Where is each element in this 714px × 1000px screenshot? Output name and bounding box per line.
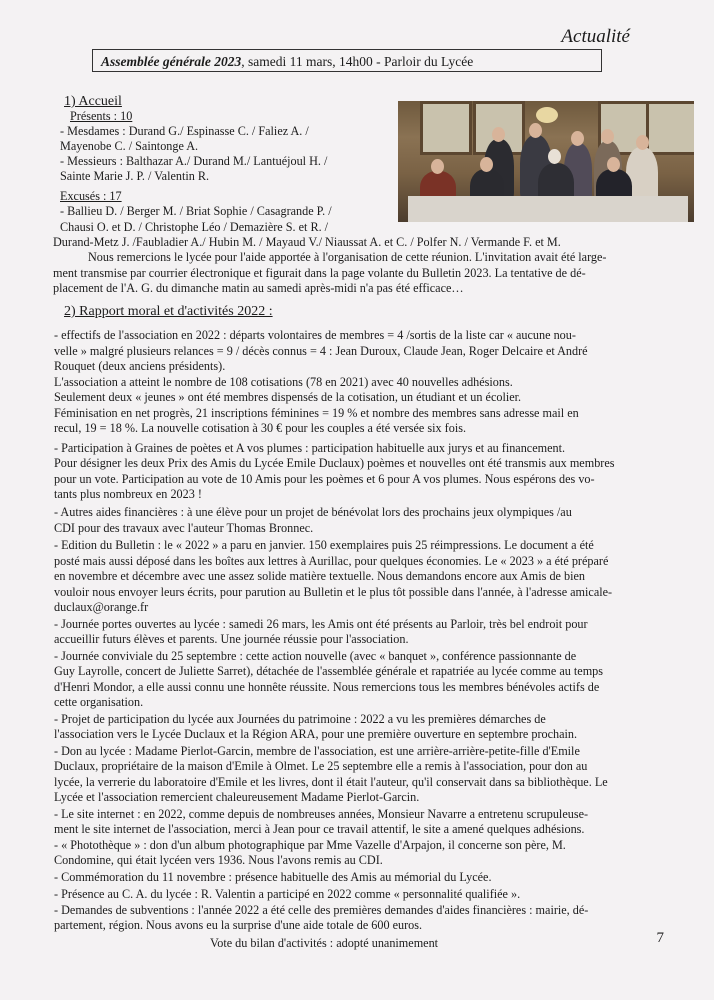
line: ment le site internet de l'association, merci à Jean pour ce travail attentif, le site a amené quelques adhésions.: [54, 822, 585, 836]
line: - « Photothèque » : don d'un album photographique par Mme Vazelle d'Arpajon, il concerne son père, M.: [54, 838, 566, 852]
line: Seulement deux « jeunes » ont été membres dispensés de la cotisation, un étudiant et un écolier.: [54, 390, 522, 404]
line: Condomine, qui était lycéen vers 1936. Nous l'avons remis au CDI.: [54, 853, 383, 867]
vote-line: Vote du bilan d'activités : adopté unanimement: [210, 936, 439, 950]
line: recul, 19 = 18 %. La nouvelle cotisation à 30 € pour les couples a été versée six fois.: [54, 421, 466, 435]
line: partement, région. Nous avons eu la surprise d'une aide totale de 600 euros.: [54, 918, 423, 932]
line: CDI pour des travaux avec l'auteur Thomas Bronnec.: [54, 521, 314, 535]
line: Chausi O. et D. / Christophe Léo / Demazière S. et R. /: [60, 220, 329, 234]
photo-window: [646, 101, 694, 155]
line: - effectifs de l'association en 2022 : départs volontaires de membres = 4 /sortis de la liste car « aucune nou-: [54, 328, 576, 342]
line: Nous remercions le lycée pour l'aide apportée à l'organisation de cette réunion. L'invitation avait été large-: [88, 250, 607, 264]
line: velle » malgré plusieurs relances = 9 / décès connus = 4 : Jean Duroux, Claude Jean, Roger Delcaire et André: [54, 344, 588, 358]
line: - Ballieu D. / Berger M. / Briat Sophie / Casagrande P. /: [60, 204, 332, 218]
page-number: 7: [656, 930, 664, 946]
group-photo: [398, 101, 694, 222]
presents-label: Présents : 10: [70, 109, 133, 123]
line: ment transmise par courrier électronique et figurait dans la page volante du Bulletin 2023. La tentative de dé-: [53, 266, 586, 280]
title-box: [92, 49, 602, 72]
photo-chandelier: [536, 107, 558, 123]
line: lycée, la verrerie du laboratoire d'Emile et les livres, dont il était l'auteur, qu'il conservait dans sa bibliothèque. Le: [54, 775, 608, 789]
line: - Journée portes ouvertes au lycée : samedi 26 mars, les Amis ont été présents au Parloir, très bel endroit pour: [54, 617, 588, 631]
line: Durand-Metz J. /Faubladier A./ Hubin M. / Mayaud V./ Niaussat A. et C. / Polfer N. / Vermande F. et M.: [53, 235, 561, 249]
line: Mayenobe C. / Saintonge A.: [60, 139, 199, 153]
line: - Le site internet : en 2022, comme depuis de nombreuses années, Monsieur Navarre a entretenu scrupuleuse-: [54, 807, 589, 821]
excuses-label: Excusés : 17: [60, 189, 122, 203]
section-tag: Actualité: [561, 26, 630, 47]
line: Lycée et l'association remercient chaleureusement Madame Pierlot-Garcin.: [54, 790, 420, 804]
line: Féminisation en net progrès, 21 inscriptions féminines = 19 % et nombre des membres sans adresse mail en: [54, 406, 579, 420]
line: - Autres aides financières : à une élève pour un projet de bénévolat lors des prochains jeux olympiques /au: [54, 505, 572, 519]
line: vouloir nous envoyer leurs écrits, pour parution au Bulletin et le plus tôt possible dans l'année, à l'adresse amicale-: [54, 585, 613, 599]
line: tants plus nombreux en 2023 !: [54, 487, 202, 501]
title-bold: Assemblée générale 2023: [101, 54, 242, 69]
line: duclaux@orange.fr: [54, 600, 149, 614]
line: Duclaux, propriétaire de la maison d'Emile à Olmet. Le 25 septembre elle a remis à l'association, pour don au: [54, 759, 588, 773]
line: - Edition du Bulletin : le « 2022 » a paru en janvier. 150 exemplaires puis 25 réimpressions. Le document a été: [54, 538, 594, 552]
line: - Mesdames : Durand G./ Espinasse C. / Faliez A. /: [60, 124, 309, 138]
line: - Demandes de subventions : l'année 2022 a été celle des premières demandes d'aides financières : mairie, dé-: [54, 903, 589, 917]
line: l'association vers le Lycée Duclaux et la Région ARA, pour une première ouverture en septembre prochain.: [54, 727, 578, 741]
line: en novembre et décembre avec une assez solide matière textuelle. Nous demandons encore aux Amis de bien: [54, 569, 585, 583]
line: posté mais aussi déposé dans les boîtes aux lettres à Aurillac, pour quelques économies. Le « 2023 » a été préparé: [54, 554, 609, 568]
line: cette organisation.: [54, 695, 144, 709]
heading-rapport: 2) Rapport moral et d'activités 2022 :: [64, 304, 273, 319]
line: Rouquet (deux anciens présidents).: [54, 359, 226, 373]
line: pour un vote. Participation au vote de 10 Amis pour les poèmes et 6 pour A vos plumes. Nous espérons des vo-: [54, 472, 595, 486]
title-rest: , samedi 11 mars, 14h00 - Parloir du Lycée: [241, 54, 474, 69]
line: d'Henri Mondor, a elle aussi connu une honnête réussite. Nous remercions tous les membres bénévoles actifs de: [54, 680, 600, 694]
photo-window: [420, 101, 472, 155]
line: placement de l'A. G. du dimanche matin au samedi après-midi n'a pas été efficace…: [53, 281, 464, 295]
line: accueillir futurs élèves et parents. Une journée réussie pour l'association.: [54, 632, 409, 646]
line: Guy Layrolle, concert de Juliette Sarret), détachée de l'assemblée générale et rapatriée au lycée comme au temps: [54, 664, 604, 678]
line: - Projet de participation du lycée aux Journées du patrimoine : 2022 a vu les premières démarches de: [54, 712, 546, 726]
heading-accueil: 1) Accueil: [64, 94, 122, 109]
line: - Commémoration du 11 novembre : présence habituelle des Amis au mémorial du Lycée.: [54, 870, 492, 884]
line: - Messieurs : Balthazar A./ Durand M./ Lantuéjoul H. /: [60, 154, 328, 168]
line: Pour désigner les deux Prix des Amis du Lycée Emile Duclaux) poèmes et nouvelles ont été transmis aux membres: [54, 456, 615, 470]
line: - Don au lycée : Madame Pierlot-Garcin, membre de l'association, est une arrière-arrière-petite-fille d'Emile: [54, 744, 580, 758]
line: - Présence au C. A. du lycée : R. Valentin a participé en 2022 comme « personnalité qualifiée ».: [54, 887, 521, 901]
line: Sainte Marie J. P. / Valentin R.: [60, 169, 210, 183]
line: - Participation à Graines de poètes et A vos plumes : participation habituelle aux jurys et au financement.: [54, 441, 566, 455]
line: - Journée conviviale du 25 septembre : cette action nouvelle (avec « banquet », conférence passionnante de: [54, 649, 577, 663]
line: L'association a atteint le nombre de 108 cotisations (78 en 2021) avec 40 nouvelles adhésions.: [54, 375, 513, 389]
photo-table: [408, 196, 688, 222]
